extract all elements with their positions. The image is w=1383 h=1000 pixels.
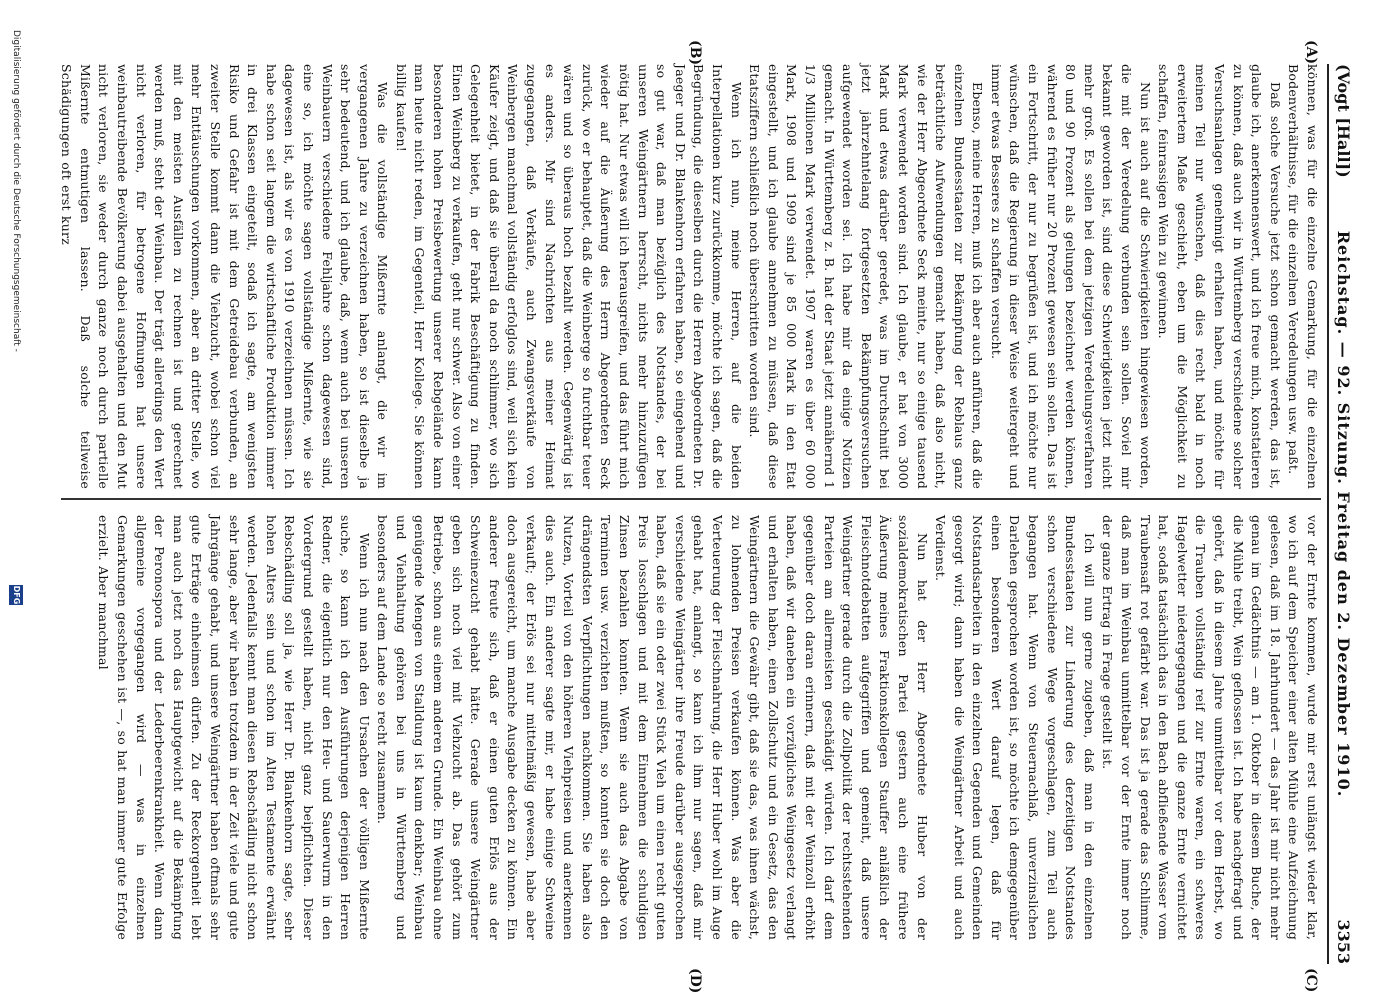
paragraph: Nun hat der Herr Abgeordnete Huber von der sozialdemokratischen Partei gestern auch eine frühere Äußerung meines Fraktionskollegen Stauffer anläßlich der Fleischnotdebatten aufgegriffen und gemeint, daß unsere Weingärtner gerade durch die Zollpolitik der rechtsstehenden Parteien am allermeisten geschädigt würden. Ich darf dem gegenüber doch daran erinnern, daß mit der Weinzoll erhöht haben, daß wir daneben ein vorzügliches Weingesetz verlangt und erhalten haben, einen Zollschutz und ein Gesetz, das den Weingärtnern die Gewähr gibt, daß sie das, was ihnen wächst, zu lohnenden Preisen verkaufen können. Was aber die Verteuerung der Fleischnahrung, die Herr Huber wohl im Auge gehabt hat, anlangt, so kann ich ihm nur sagen, daß mir verschiedene Weingärtner ihre Freude darüber ausgesprochen haben, daß sie ein oder zwei Stück Vieh um einen recht guten Preis losschlagen und mit dem Einnehmen die schuldigen Zinsen bezahlen konnten. Wenn sie auch das Abgabe von Terminen usw. verzichten mußten, so konnten sie doch den drängendsten Verpflichtungen nachkommen. Sie haben also Nutzen, Vorteil von den höheren Viehpreisen und anerkennen dies auch. Ein anderer sagte mir, er habe einige Schweine verkauft; der Erlös sei nur mittelmäßig gewesen, habe aber doch ausgereicht, um manche Ausgabe decken zu können. Ein anderer freute sich, daß er einen guten Erlös aus der Schweinezucht gehabt hätte. Gerade unsere Weingärtner geben sich noch viel mit Viehzucht ab. Das gehört zum Betriebe, schon aus einem anderen Grunde. Ein Weinbau ohne genügende Mengen von Stalldung ist kaum denkbar; Weinbau und Viehhaltung gehören bei uns in Württemberg und besonders auf dem Lande so recht zusammen. (375, 515, 930, 940)
header-title: Reichstag. — 92. Sitzung. Freitag den 2. Dezember 1910. (1334, 230, 1353, 798)
paragraph: Daß solche Versuche jetzt schon gemacht werden, das ist, glaube ich, anerkennenswert, und ich freue mich, konstatieren zu können, daß auch wir in Württemberg verschiedene solcher Versuchsanlagen genehmigt erhalten haben, und möchte für meinen Teil nur wünschen, daß dies recht bald in noch erweitertem Maße geschieht, eben um die Möglichkeit zu schaffen, feinrassigen Wein zu gewinnen. (1156, 64, 1283, 489)
dfg-logo: DFG (9, 585, 23, 605)
page-header (1327, 64, 1355, 964)
paragraph: Wenn ich nun nach den Ursachen der völligen Mißernte suche, so kann ich den Ausführungen derjenigen Herren Redner, die eigentlich nur den Heu- und Sauerwurm in den Vordergrund gestellt haben, nicht ganz beipflichten. Dieser Rebschädling soll ja, wie Herr Dr. Blankenhorn sagte, sehr hohen Alters sein und schon im Alten Testamente erwähnt werden. Jedenfalls kennt man diesen Rebschädling nicht schon sehr lange, aber wir haben trotzdem in der Zeit viele und gute Jahrgänge gehabt, und unsere Weingärtner haben oftmals sehr gute Erträge einheimsen dürfen. Zu der Reckorgenheit lebt man auch jetzt noch das Hauptgewicht auf die Bekämpfung der Peronospora und der Lederbeerenkrankheit. Wenn dann allgemeine vorgegangen wird — was in einzelnen Gemarkungen geschehen ist —, so hat man immer gute Erfolge erzielt. Aber manchmal (96, 515, 372, 940)
digitization-footer (7, 30, 21, 990)
page-number: 3353 (1334, 919, 1353, 964)
header-speaker: (Vogt [Hall]) (1334, 64, 1353, 178)
margin-marker-a: (A) (1303, 40, 1319, 65)
margin-marker-d: (D) (687, 968, 703, 994)
left-column (61, 64, 1321, 489)
paragraph: Ich will nun gerne zugeben, daß man in den einzelnen Bundesstaaten zur Linderung des derzeitigen Notstandes schon verschiedene Wege vorgeschlagen, zum Teil auch begangen hat. Wenn von Steuernachlaß, unverzinslichen Darlehen gesprochen worden ist, so möchte ich demgegenüber einen besonderen Wert darauf legen, daß für Notstandsarbeiten in den einzelnen Gegenden und Gemeinden gesorgt wird; dann haben die Weingärtner Arbeit und auch Verdienst. (933, 515, 1097, 940)
paragraph: vor der Ernte kommen, wurde mir erst unlängst wieder klar, wo ich auf dem Speicher einer alten Mühle eine Aufzeichnung gelesen, daß im 18. Jahrhundert — das Jahr ist mir nicht mehr genau im Gedächtnis — am 1. Oktober in diesem Buche, der die Mühle treibt, Wein geflossen ist. Ich habe nachgefragt und gehört, daß in diesem Jahre unmittelbar vor dem Herbst, wo die Trauben vollständig reif zur Ernte waren, ein schweres Hagelwetter niedergegangen und die ganze Ernte vernichtet hat, sodaß tatsächlich das in den Bach abfließende Wasser vom Traubensaft rot gefärbt war. Das ist ja gerade das Schlimme, daß man im Weinbau unmittelbar vor der Ernte immer noch der ganze Ertrag in Frage gestellt ist. (1100, 515, 1320, 940)
paragraph: Nun ist auch auf die Schwierigkeiten hingewiesen worden, die mit der Veredelung verbunden sein sollen. Soviel mir bekannt geworden ist, sind diese Schwierigkeiten jetzt nicht mehr groß. Es sollen bei dem jetzigen Veredelungsverfahren 80 und 90 Prozent als gelungen bezeichnet werden können, während es früher nur 20 Prozent gewesen sein sollen. Das ist ein Fortschritt, der nur zu begrüßen ist, und ich möchte nur wünschen, daß die Regierung in dieser Weise weitergeht und immer etwas Besseres zu schaffen versucht. (988, 64, 1153, 489)
footer-credit: Digitalisierung gefördert durch die Deutsche Forschungsgemeinschaft - (11, 30, 21, 352)
paragraph: Was die vollständige Mißernte anlangt, die wir im vergangenen Jahre zu verzeichnen haben, so ist dieselbe ja sehr bedeutend, und ich glaube, daß, wenn auch bei unseren Weinbauern verschiedene Fehljahre schon dagewesen sind, eine so, ich möchte sagen vollständige Mißernte, wie sie dagewesen ist, als wir es von 1910 verzeichnen müssen. Ich habe schon seit langem die wirtschaftliche Produktion immer in drei Klassen eingeteilt, sodaß ich sagte, am wenigsten Risiko und Gefahr ist mit dem Getreidebau verbunden, an zweiter Stelle kommt dann die Viehzucht, wobei schon viel mehr Enttäuschungen vorkommen, aber an dritter Stelle, wo mit den meisten Ausfällen zu rechnen ist und gerechnet werden muß, steht der Weinbau. Der trägt allerdings den Wert nicht verloren, für betrogene Hoffnungen hat unsere weinbautreibende Bevölkerung dabei ausgehalten und den Mut nicht verloren, sie weder durch ganze noch durch partielle Mißernte entmutigen lassen. Daß solche teilweise Schädigungen oft erst kurz (59, 64, 391, 489)
paragraph: Wenn ich nun, meine Herren, auf die beiden Interpellationen kurz zurückkomme, möchte ich sagen, daß die Begründung, die dieselben durch die Herren Abgeordneten Dr. Jaeger und Dr. Blankenhorn erfahren haben, so eingehend und so gut war, daß man bezüglich des Notstandes, der bei unseren Weingärtnern herrscht, nichts mehr hinzuzufügen nötig hat. Nur etwas will ich herausgreifen, und das führt mich wieder auf die Äußerung des Herrn Abgeordneten Seck zurück, wo er behauptet, daß die Weinberge so furchtbar teuer wären und so überaus hoch bezahlt werden. Gegenwärtig ist es anders. Mir sind Nachrichten aus meiner Heimat zugegangen, daß Verkäufe, auch Zwangsverkäufe von Weinbergen manchmal vollständig erfolglos sind, weil sich kein Käufer zeigt, und daß sie überall da noch schlimmer, wo sich Gelegenheit bietet, in der Fabrik Beschäftigung zu finden. Einen Weinberg zu verkaufen, geht nur schwer. Also von einer besonderen hohen Preisbewertung unserer Rebgelände kann man heute nicht reden, im Gegenteil, Herr Kollege. Sie können billig kaufen! (393, 64, 744, 489)
paragraph: können, was für die einzelne Gemarkung, für die einzelnen Bodenverhältnisse, für die einzelnen Veredelungen usw. paßt. (1286, 64, 1320, 489)
margin-marker-b: (B) (687, 40, 703, 66)
right-column (61, 515, 1321, 940)
paragraph: Ebenso, meine Herren, muß ich aber auch anführen, daß die einzelnen Bundesstaaten zur Bekämpfung der Reblaus ganz beträchtliche Aufwendungen gemacht haben, daß also nicht, wie der Herr Abgeordnete Seck meinte, nur so einige tausend Mark verwendet worden sind. Ich glaube, er hat von 3000 Mark und etwas darüber geredet, was im Durchschnitt bei jetzt jahrzehntelang fortgesetzten Bekämpfungsversuchen aufgewendet worden sei. Ich habe mir da einige Notizen gemacht. In Württemberg z. B. hat der Staat jetzt annähernd 1 1/3 Millionen Mark verwendet. 1907 waren es über 60 000 Mark, 1908 und 1909 sind je 85 000 Mark in den Etat eingestellt, und ich glaube annehmen zu müssen, daß diese Etatsziffern schließlich noch überschritten worden sind. (747, 64, 986, 489)
margin-marker-c: (C) (1303, 968, 1319, 993)
column-divider (61, 498, 1321, 500)
